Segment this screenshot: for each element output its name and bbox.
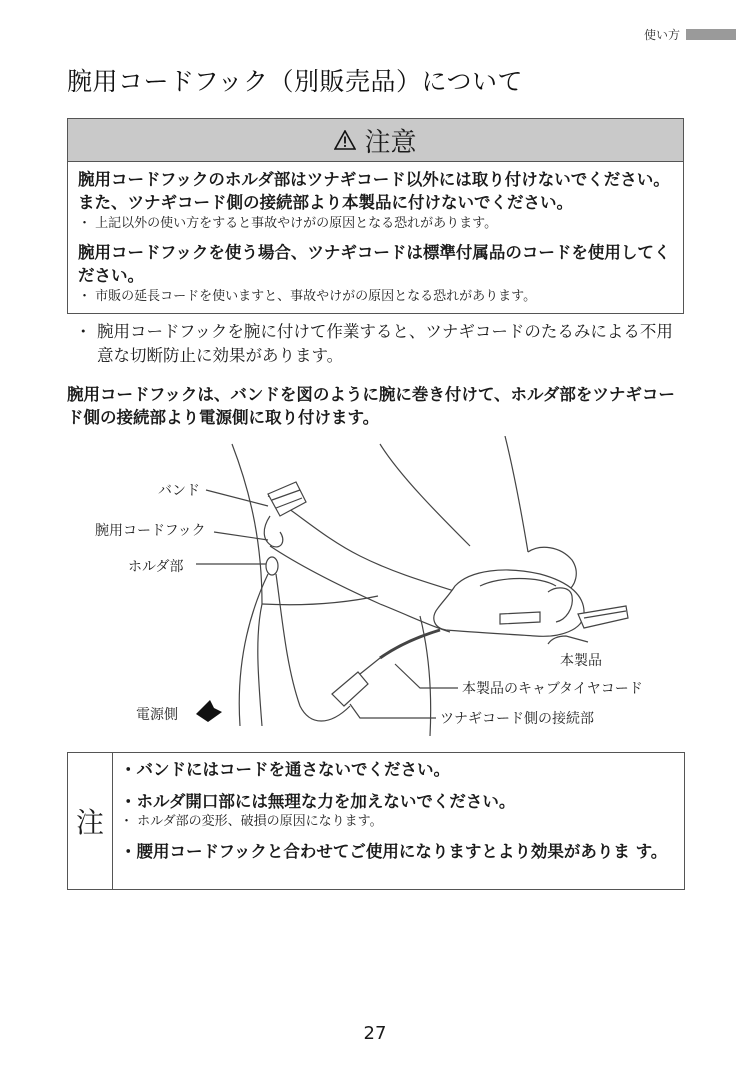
notes-box [67,752,685,890]
caution-header [68,119,683,162]
label-holder: ホルダ部 [128,559,184,575]
page-number: 27 [363,1023,387,1044]
caution-body [68,162,683,307]
section-bar [686,29,736,40]
warning-icon [334,130,356,150]
note-item-3: ・腰用コードフックと合わせてご使用になりますとより効果がありま す。 [120,842,668,861]
instruction-text: 腕用コードフックは、バンドを図のように腕に巻き付けて、ホルダ部をツナギコード側の接続部より電源側に取り付けます。 [67,385,675,427]
label-product: 本製品 [560,653,602,669]
note-item-2: ・ホルダ開口部には無理な力を加えないでください。 [120,792,516,811]
note-item-2-sub: ・ ホルダ部の変形、破損の原因になります。 [120,814,383,829]
caution-item-1-sub: ・ 上記以外の使い方をすると事故やけがの原因となる恐れがあります。 [78,216,498,231]
caution-item-2-sub: ・ 市販の延長コードを使いますと、事故やけがの原因となる恐れがあります。 [78,289,537,304]
power-arrow-icon [196,700,222,722]
note-item-1: ・バンドにはコードを通さないでください。 [120,760,450,779]
caution-box [67,118,684,314]
caution-item-2: 腕用コードフックを使う場合、ツナギコードは標準付属品のコードを使用してください。 [78,243,671,285]
label-arm-cord-hook: 腕用コードフック [95,523,206,539]
label-power-side: 電源側 [136,707,178,723]
notes-side-label: 注 [68,753,113,889]
label-band: バンド [158,483,200,499]
note-line [75,320,687,368]
note-bullet: ・ [75,322,92,341]
illustration [0,436,750,736]
notes-items [120,759,676,863]
section-label: 使い方 [643,28,680,42]
page-title: 腕用コードフック（別販売品）について [67,67,524,96]
caution-heading: 注意 [364,127,417,158]
section-tag [644,26,736,43]
caution-item-1: 腕用コードフックのホルダ部はツナギコード以外には取り付けないでください。また、ツナギコード側の接続部より本製品に付けないでください。 [78,170,670,212]
label-connector: ツナギコード側の接続部 [440,711,594,727]
label-cabtire-cord: 本製品のキャブタイヤコード [462,681,643,697]
note-text: 腕用コードフックを腕に付けて作業すると、ツナギコードのたるみによる不用意な切断防止に効果があります。 [97,322,673,365]
